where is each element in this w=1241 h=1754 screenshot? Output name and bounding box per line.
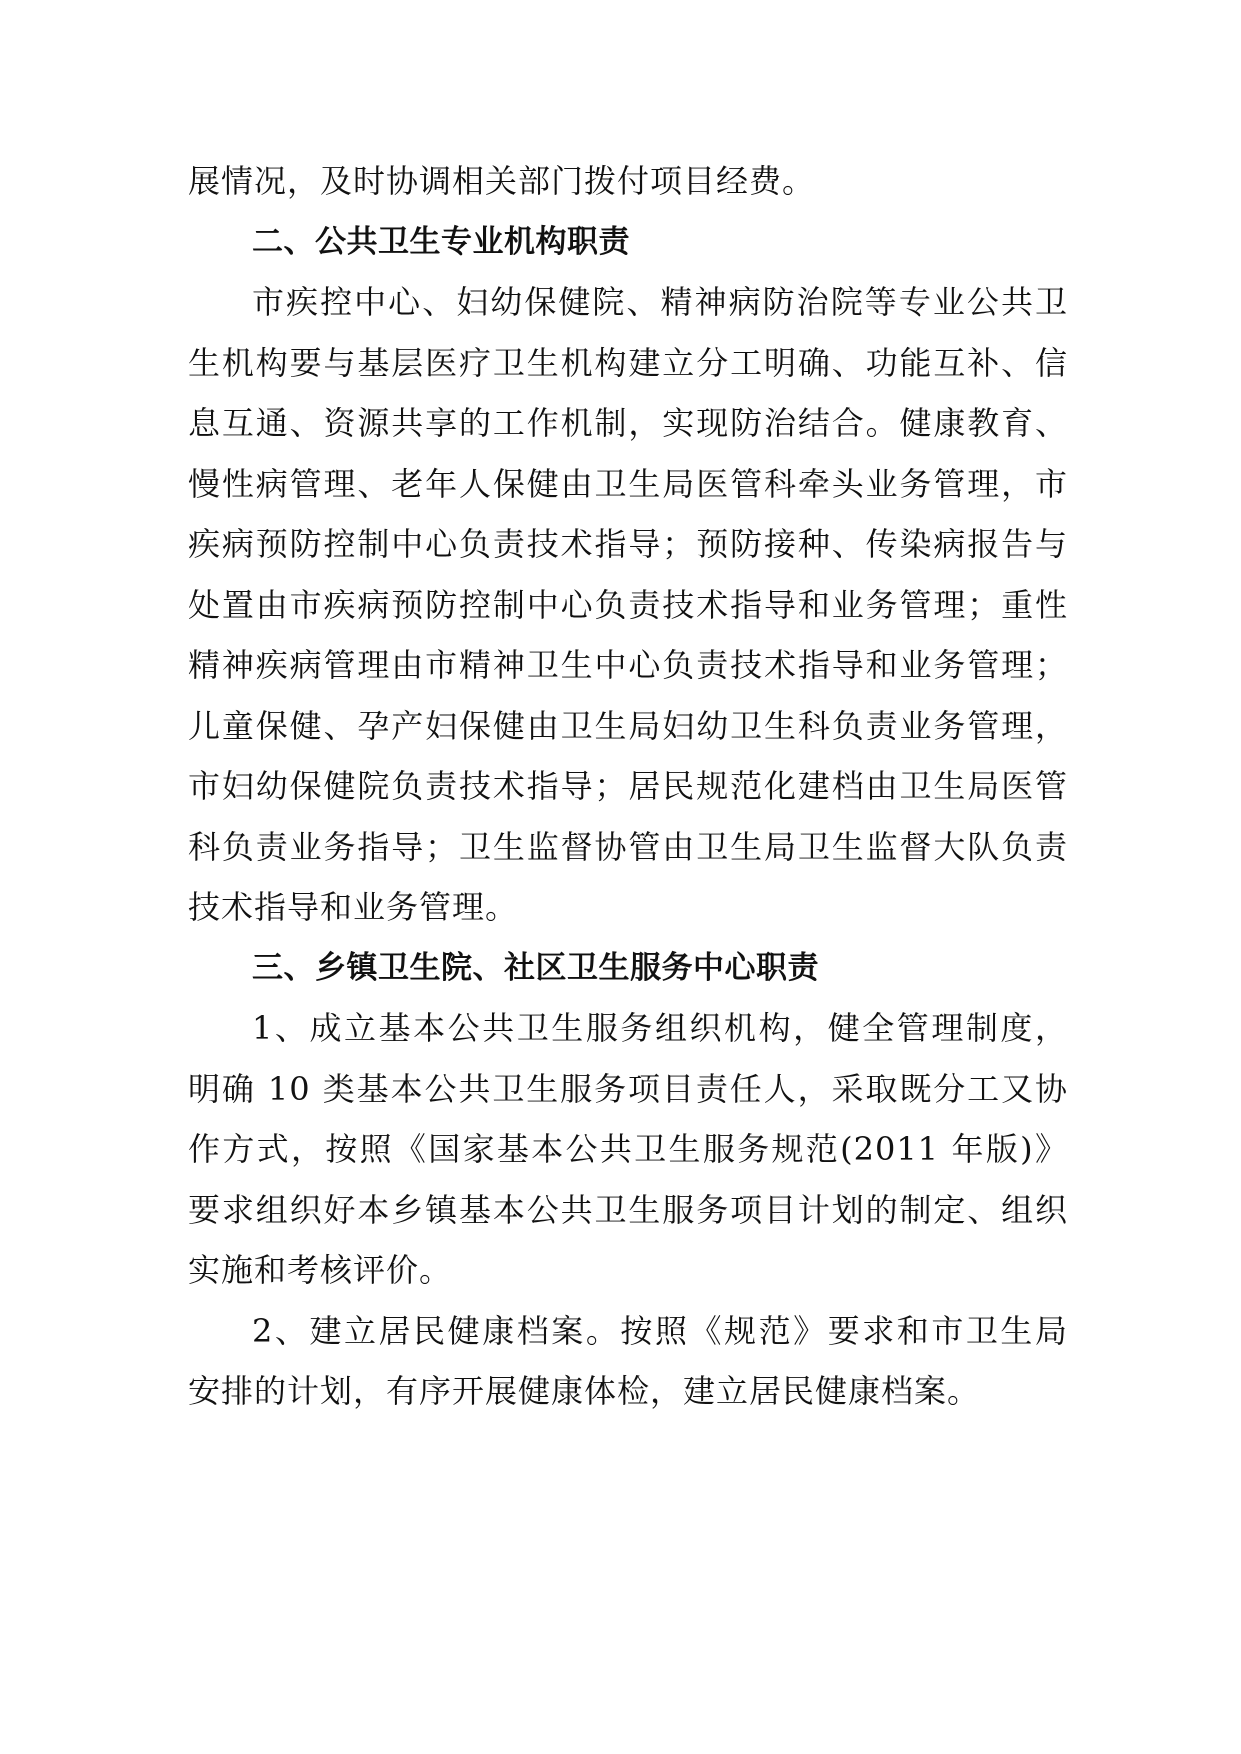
paragraph-line: 1、成立基本公共卫生服务组织机构，健全管理制度，	[252, 1009, 1068, 1047]
paragraph-line: 市疾控中心、妇幼保健院、精神病防治院等专业公共卫	[252, 283, 1068, 321]
paragraph-line: 2、建立居民健康档案。按照《规范》要求和市卫生局	[252, 1311, 1068, 1350]
paragraph-line: 疾病预防控制中心负责技术指导；预防接种、传染病报告与	[188, 525, 1068, 563]
paragraph-line: 精神疾病管理由市精神卫生中心负责技术指导和业务管理；	[188, 646, 1068, 684]
paragraph-line: 科负责业务指导；卫生监督协管由卫生局卫生监督大队负责	[188, 827, 1068, 866]
paragraph-line: 息互通、资源共享的工作机制，实现防治结合。健康教育、	[188, 404, 1068, 442]
paragraph-line: 儿童保健、孕产妇保健由卫生局妇幼卫生科负责业务管理，	[188, 706, 1068, 745]
paragraph-line: 要求组织好本乡镇基本公共卫生服务项目计划的制定、组织	[188, 1190, 1068, 1229]
paragraph-line: 生机构要与基层医疗卫生机构建立分工明确、功能互补、信	[188, 343, 1068, 382]
section-heading-2: 二、公共卫生专业机构职责	[252, 223, 630, 260]
section-heading-3: 三、乡镇卫生院、社区卫生服务中心职责	[252, 949, 819, 986]
paragraph-line: 技术指导和业务管理。	[188, 888, 519, 926]
paragraph-line: 市妇幼保健院负责技术指导；居民规范化建档由卫生局医管	[188, 767, 1068, 805]
paragraph-line: 安排的计划，有序开展健康体检，建立居民健康档案。	[188, 1372, 981, 1410]
paragraph-line: 慢性病管理、老年人保健由卫生局医管科牵头业务管理，市	[188, 464, 1068, 503]
paragraph-line: 明确 10 类基本公共卫生服务项目责任人，采取既分工又协	[188, 1069, 1068, 1108]
paragraph-line: 作方式，按照《国家基本公共卫生服务规范(2011 年版)》	[188, 1130, 1068, 1168]
paragraph-line: 实施和考核评价。	[188, 1251, 453, 1289]
paragraph-line: 展情况，及时协调相关部门拨付项目经费。	[188, 162, 816, 200]
paragraph-line: 处置由市疾病预防控制中心负责技术指导和业务管理；重性	[188, 585, 1068, 624]
document-body	[188, 151, 1068, 1422]
